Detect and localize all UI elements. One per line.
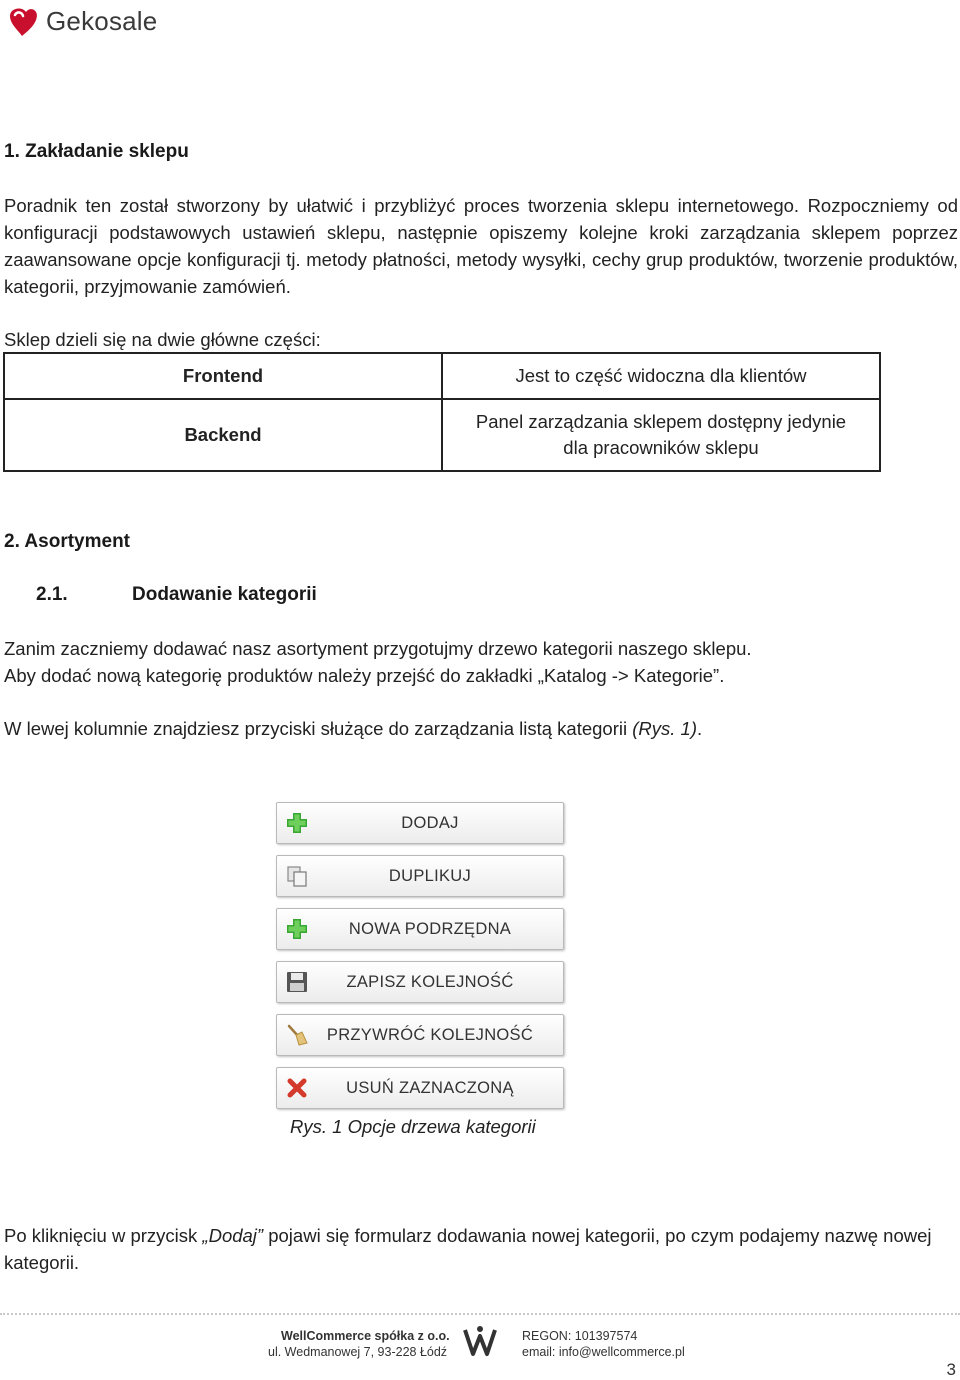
restore-order-button-label: PRZYWRÓĆ KOLEJNOŚĆ [326, 1025, 534, 1044]
subsection-title: Dodawanie kategorii [132, 584, 317, 605]
plus-icon [285, 917, 309, 941]
brand-name: Gekosale [46, 5, 158, 36]
part-description: Jest to część widoczna dla klientów [442, 353, 880, 399]
buttons-paragraph-text: W lewej kolumnie znajdziesz przyciski służące do zarządzania listą kategorii [4, 718, 633, 739]
table-row [4, 399, 880, 471]
duplicate-button-label: DUPLIKUJ [388, 866, 472, 885]
delete-selected-button-label: USUŃ ZAZNACZONĄ [346, 1078, 514, 1097]
closing-paragraph [4, 1222, 958, 1276]
shop-parts-table [3, 352, 881, 472]
plus-icon [285, 811, 309, 835]
figure-reference: (Rys. 1) [632, 718, 697, 739]
duplicate-button[interactable] [276, 855, 564, 897]
section-1-heading: 1. Zakładanie sklepu [4, 141, 189, 162]
categories-paragraph-line1: Zanim zaczniemy dodawać nasz asortyment przygotujmy drzewo kategorii naszego sklepu. [4, 638, 752, 659]
table-row [4, 353, 880, 399]
subsection-number: 2.1. [36, 584, 68, 605]
gekosale-logo-icon [6, 4, 40, 38]
intro-paragraph: Poradnik ten został stworzony by ułatwić i przybliżyć proces tworzenia sklepu internetowego. Rozpoczniemy od konfiguracji podstawowych ustawień sklepu, następnie opiszemy kolejne kroki zarządzania sklepem poprzez zaawansowane opcje konfiguracji tj. metody płatności, metody wysyłki, cechy grup produktów, tworzenie produktów, kategorii, przyjmowanie zamówień. [4, 195, 958, 297]
restore-order-button[interactable] [276, 1014, 564, 1056]
new-child-button[interactable] [276, 908, 564, 950]
closing-emphasis: „Dodaj” [202, 1225, 264, 1246]
category-tree-buttons [276, 802, 564, 1120]
closing-text-after: pojawi się formularz dodawania nowej kategorii, po czym podajemy nazwę nowej kategorii. [4, 1225, 932, 1273]
footer-company: WellCommerce spółka z o.o. [281, 1329, 450, 1343]
footer-regon: REGON: 101397574 [522, 1329, 638, 1343]
footer-email: email: info@wellcommerce.pl [522, 1345, 685, 1359]
delete-icon [285, 1076, 309, 1100]
buttons-paragraph [4, 715, 702, 742]
part-name: Frontend [4, 353, 442, 399]
section-2-heading: 2. Asortyment [4, 531, 130, 552]
split-intro: Sklep dzieli się na dwie główne części: [4, 329, 321, 350]
footer-divider [0, 1313, 960, 1315]
closing-text-before: Po kliknięciu w przycisk [4, 1225, 203, 1246]
footer-address: ul. Wedmanowej 7, 93-228 Łódź [268, 1345, 448, 1359]
duplicate-icon [285, 864, 309, 888]
wellcommerce-logo-icon [462, 1324, 498, 1360]
save-order-button[interactable] [276, 961, 564, 1003]
save-icon [285, 970, 309, 994]
broom-icon [285, 1023, 309, 1047]
save-order-button-label: ZAPISZ KOLEJNOŚĆ [346, 972, 514, 991]
brand-logo [6, 4, 157, 38]
figure-caption: Rys. 1 Opcje drzewa kategorii [290, 1116, 536, 1137]
add-button[interactable] [276, 802, 564, 844]
page-number: 3 [946, 1360, 956, 1379]
categories-paragraph-line2: Aby dodać nową kategorię produktów należy przejść do zakładki „Katalog -> Kategorie”. [4, 665, 725, 686]
new-child-button-label: NOWA PODRZĘDNA [348, 919, 512, 938]
part-name: Backend [4, 399, 442, 471]
part-description: Panel zarządzania sklepem dostępny jedynie dla pracowników sklepu [442, 399, 880, 471]
buttons-paragraph-end: . [696, 718, 703, 739]
add-button-label: DODAJ [401, 813, 459, 832]
delete-selected-button[interactable] [276, 1067, 564, 1109]
